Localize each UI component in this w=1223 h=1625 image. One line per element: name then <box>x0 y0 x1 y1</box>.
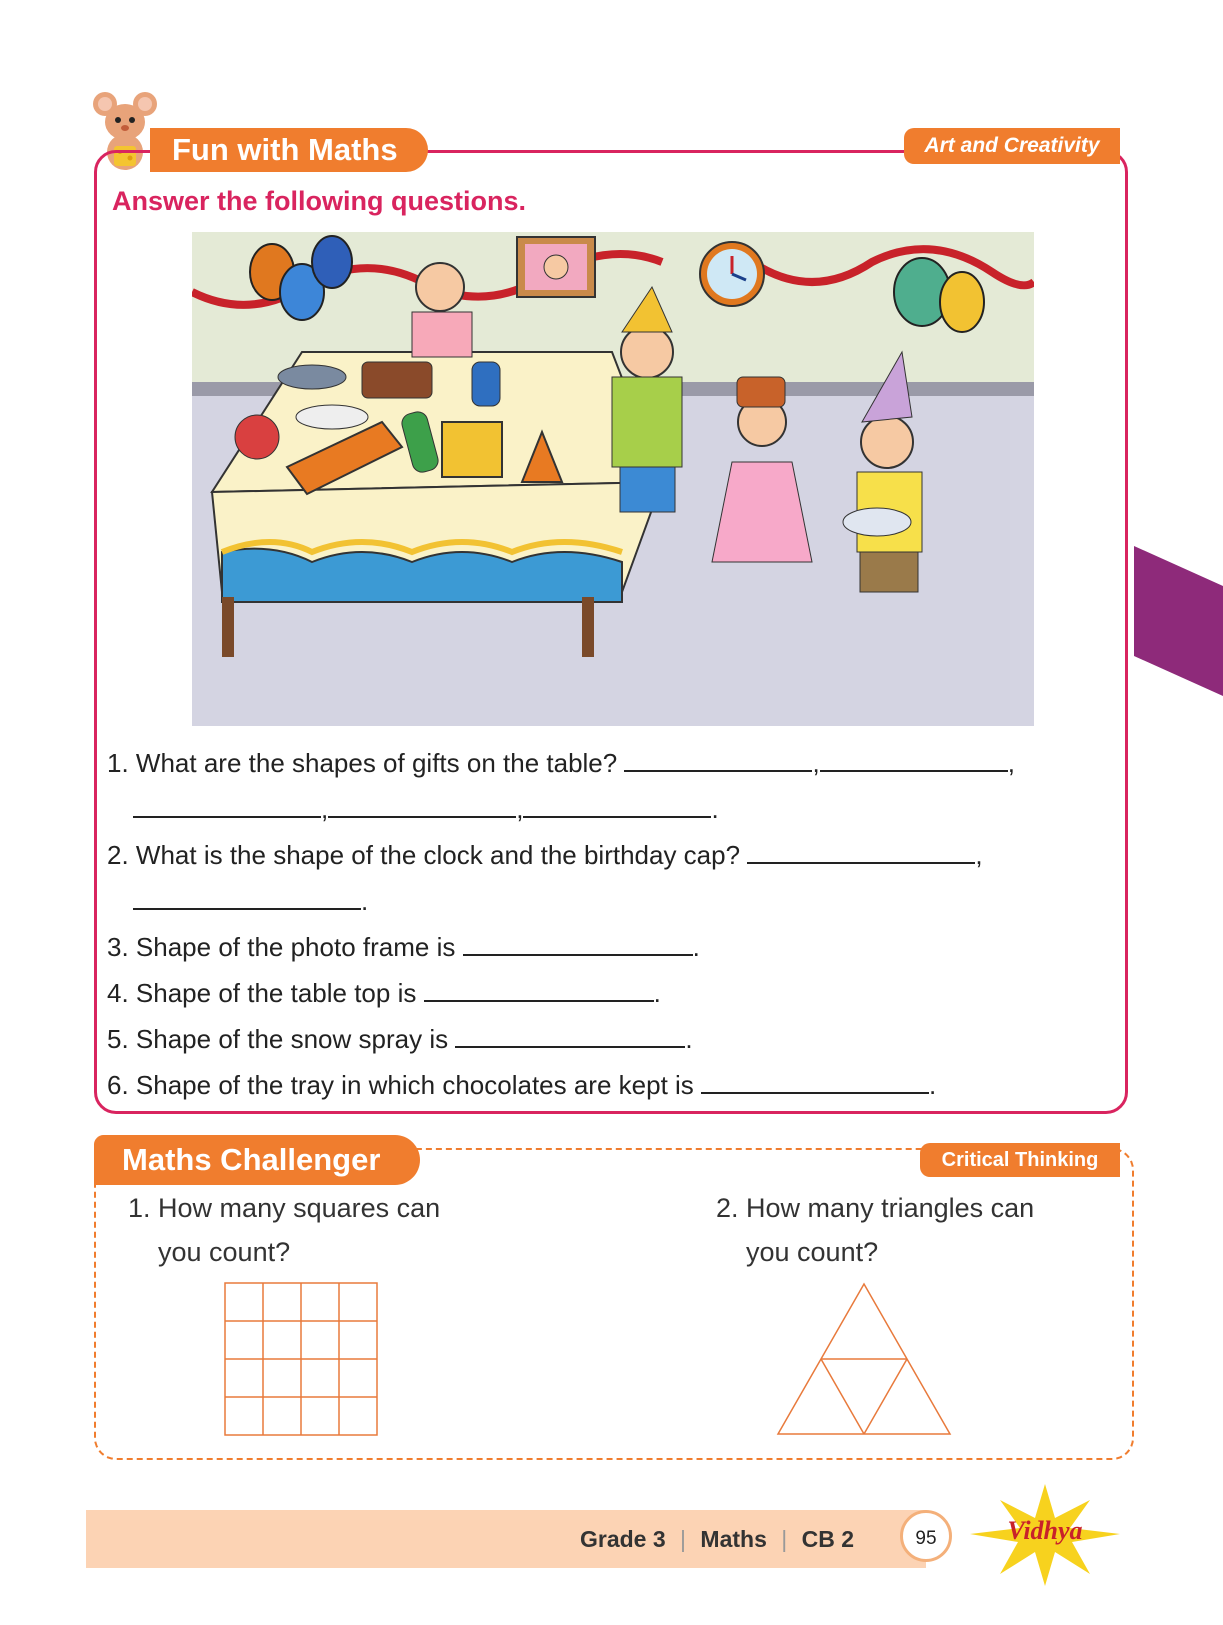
footer-subject: Maths <box>700 1526 767 1552</box>
instruction-text: Answer the following questions. <box>112 186 527 216</box>
art-creativity-tag: Art and Creativity <box>904 128 1120 164</box>
square-grid-figure <box>224 1282 378 1436</box>
question-3: 3. Shape of the photo frame is . <box>107 928 700 963</box>
question-number: 4. <box>107 978 129 1008</box>
triangle-figure <box>776 1282 952 1436</box>
footer-book: CB 2 <box>801 1526 855 1552</box>
question-4: 4. Shape of the table top is . <box>107 974 661 1009</box>
question-1-continued: , , . <box>133 790 719 825</box>
question-text: What is the shape of the clock and the birthday cap? <box>135 840 741 870</box>
question-2: 2. What is the shape of the clock and the birthday cap? , <box>107 836 983 871</box>
question-text: How many triangles can <box>746 1193 1035 1223</box>
footer-grade: Grade 3 <box>580 1526 666 1552</box>
question-5: 5. Shape of the snow spray is . <box>107 1020 693 1055</box>
brand-name: Vidhya <box>1007 1516 1083 1545</box>
question-number: 1. <box>128 1193 151 1223</box>
answer-blank[interactable] <box>624 744 812 772</box>
question-number: 2. <box>716 1193 739 1223</box>
fun-with-maths-title: Fun with Maths <box>150 128 428 172</box>
question-number: 1. <box>107 748 129 778</box>
answer-blank[interactable] <box>701 1066 929 1094</box>
challenge-question-2 <box>716 1186 1034 1274</box>
answer-blank[interactable] <box>133 882 361 910</box>
challenge-question-1 <box>128 1186 440 1274</box>
answer-blank[interactable] <box>455 1020 685 1048</box>
question-text: you count? <box>158 1237 291 1267</box>
answer-blank[interactable] <box>820 744 1008 772</box>
question-number: 3. <box>107 932 129 962</box>
question-number: 2. <box>107 840 129 870</box>
question-1: 1. What are the shapes of gifts on the table? , , <box>107 744 1015 779</box>
question-text: What are the shapes of gifts on the table? <box>135 748 618 778</box>
birthday-party-illustration <box>192 232 1034 726</box>
separator: | <box>781 1526 788 1552</box>
question-6: 6. Shape of the tray in which chocolates are kept is . <box>107 1066 936 1101</box>
answer-blank[interactable] <box>747 836 975 864</box>
critical-thinking-tag: Critical Thinking <box>920 1143 1120 1177</box>
answer-blank[interactable] <box>523 790 711 818</box>
footer-info <box>580 1510 854 1568</box>
side-tab-marker <box>1134 546 1223 696</box>
maths-challenger-title: Maths Challenger <box>94 1135 420 1185</box>
question-text: Shape of the photo frame is <box>135 932 456 962</box>
question-text: Shape of the tray in which chocolates are kept is <box>135 1070 694 1100</box>
question-text: you count? <box>746 1237 879 1267</box>
separator: | <box>680 1526 687 1552</box>
answer-blank[interactable] <box>133 790 321 818</box>
question-number: 5. <box>107 1024 129 1054</box>
question-number: 6. <box>107 1070 129 1100</box>
question-text: Shape of the table top is <box>135 978 417 1008</box>
question-text: How many squares can <box>158 1193 441 1223</box>
question-text: Shape of the snow spray is <box>135 1024 449 1054</box>
answer-blank[interactable] <box>424 974 654 1002</box>
page-number: 95 <box>900 1510 952 1562</box>
vidhya-logo <box>960 1478 1130 1590</box>
answer-blank[interactable] <box>463 928 693 956</box>
answer-blank[interactable] <box>328 790 516 818</box>
question-2-continued: . <box>133 882 368 917</box>
